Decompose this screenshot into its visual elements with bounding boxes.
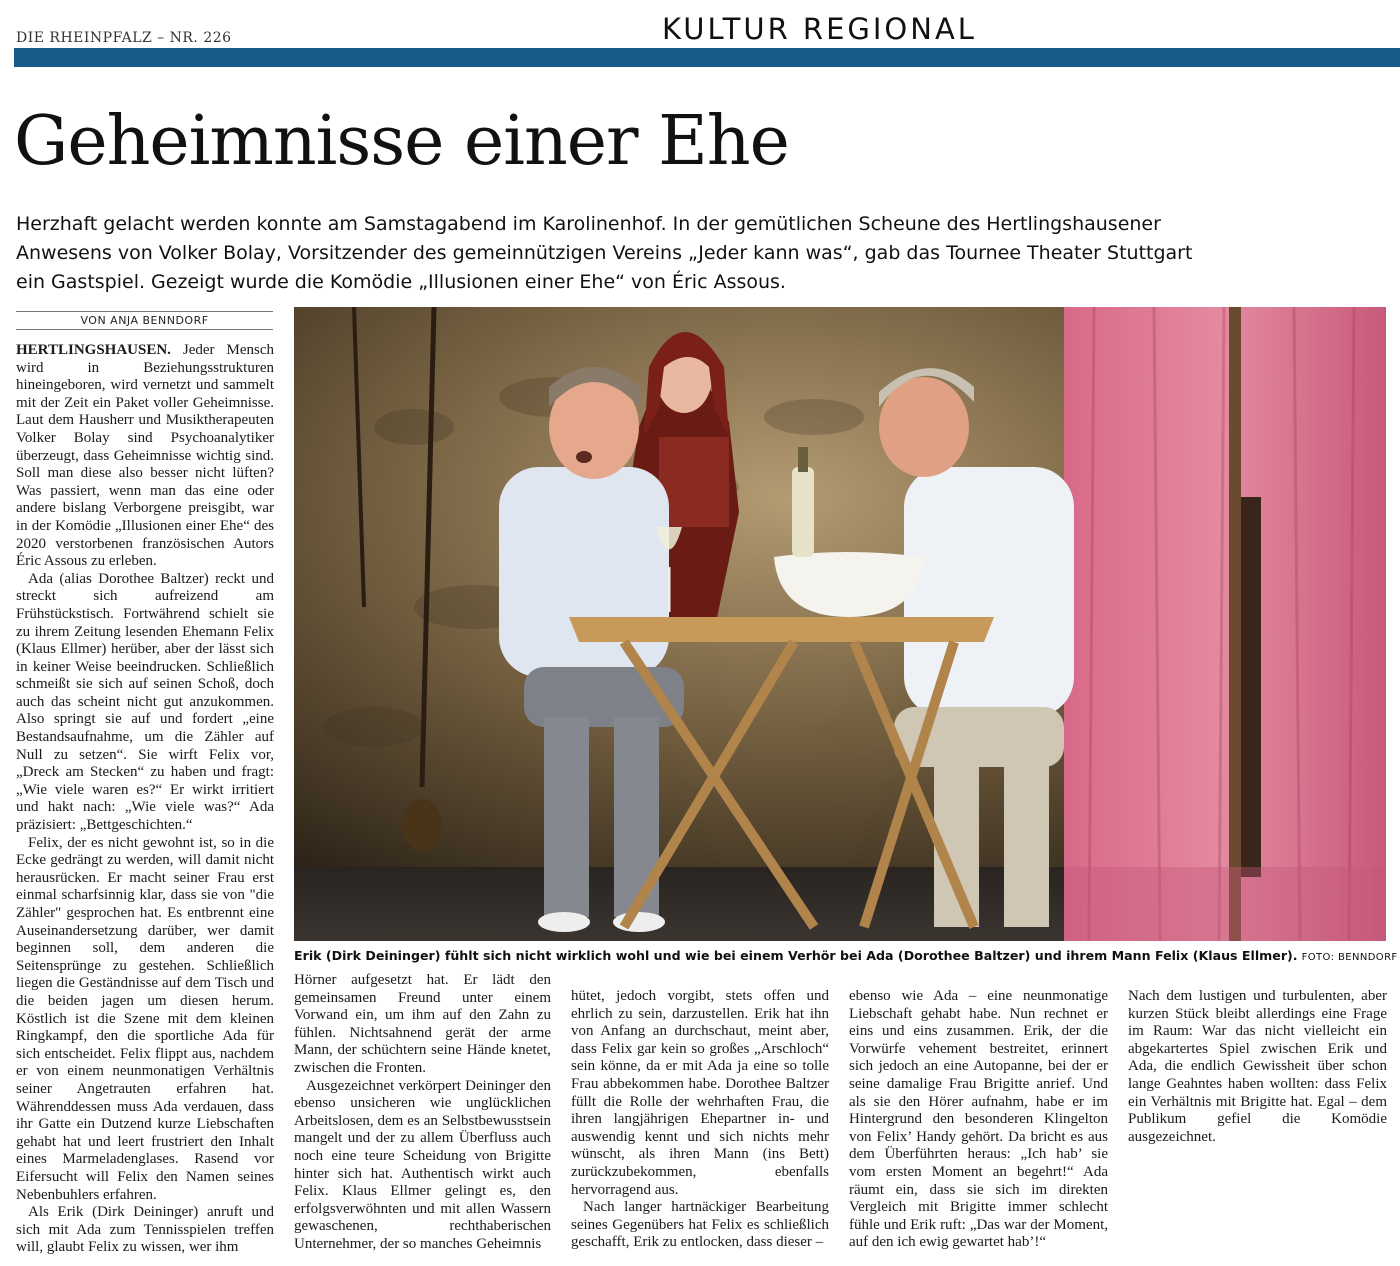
article-headline: Geheimnisse einer Ehe — [14, 102, 789, 181]
article-dateline: HERTLINGSHAUSEN. — [16, 342, 183, 358]
article-paragraph: Ada (alias Dorothee Baltzer) reckt und streckt sich aufreizend am Frühstückstisch. Fortwährend schielt sie zu ihrem Zeitung lesenden Ehemann Felix (Klaus Ellmer) herüber, aber der lässt sich in keiner Weise beeindrucken. Schließlich schmeißt sie sich auf seinen Schoß, doch auch das scheint nicht gut anzukommen. Also springt sie auf und fordert „eine Bestandsaufnahme, um die Zähler auf Null zu setzen“. Sie wirft Felix vor, „Dreck am Stecken“ zu haben und fragt: „Wie viele waren es?“ Er wirkt irritiert und hakt nach: „Wie viele was?“ Ada präzisiert: „Bettgeschichten.“ — [16, 570, 274, 834]
article-paragraph: Nach langer hartnäckiger Bearbeitung seines Gegenübers hat Felix es schließlich geschafft, Erik zu entlocken, dass dieser – — [571, 1199, 829, 1251]
article-column-1 — [16, 342, 274, 1264]
article-column-2 — [294, 972, 551, 1264]
article-paragraph: Als Erik (Dirk Deininger) anruft und sich mit Ada zum Tennisspielen treffen will, glaubt Felix zu wissen, wer ihm — [16, 1204, 274, 1256]
article-paragraph: ebenso wie Ada – eine neunmonatige Liebschaft gehabt habe. Nun rechnet er eins und eins zusammen. Erik, der die Vorwürfe vehement bestreitet, erinnert sich jedoch an eine Autopanne, bei der er seine damalige Frau Brigitte anrief. Und als sie den Hörer aufnahm, habe er im Hintergrund den besonderen Klingelton von Felix’ Handy gehört. Da bricht es aus dem Überführten heraus: „Ich hab’ sie vom ersten Moment an begehrt!“ Ada räumt ein, dass sie sich im direkten Vergleich mit Brigitte immer schlecht fühle und Erik ruft: „Das war der Moment, auf den ich ewig gewartet hab’!“ — [849, 988, 1108, 1251]
article-paragraph: HERTLINGSHAUSEN. Jeder Mensch wird in Beziehungsstrukturen hineingeboren, wird vernetzt und sammelt mit der Zeit ein Paket voller Geheimnisse. Laut dem Hausherr und Musiktherapeuten Volker Bolay sind Psychoanalytiker überzeugt, dass Geheimnisse wichtig sind. Soll man diese also besser nicht lüften? Was passiert, wenn man das eine oder andere bislang Verborgene preisgibt, war in der Komödie „Illusionen einer Ehe“ des 2020 verstorbenen französischen Autors Éric Assous zu erleben. — [16, 342, 274, 570]
article-lead: Herzhaft gelacht werden konnte am Samstagabend im Karolinenhof. In der gemütlichen Scheune des Hertlingshausener Anwesens von Volker Bolay, Vorsitzender des gemeinnützigen Vereins „Jeder kann was“, gab das Tournee Theater Stuttgart ein Gastspiel. Gezeigt wurde die Komödie „Illusionen einer Ehe“ von Éric Assous. — [16, 213, 1193, 293]
article-paragraph: Nach dem lustigen und turbulenten, aber kurzen Stück bleibt allerdings eine Frage im Raum: War das nicht vielleicht ein abgekartertes Spiel zwischen Erik und Ada, die endlich Gewissheit über schon lange Geahntes haben wollten: dass Felix ein Verhältnis mit Brigitte hat. Egal – dem Publikum gefiel die Komödie ausgezeichnet. — [1128, 988, 1387, 1145]
article-paragraph: Felix, der es nicht gewohnt ist, so in die Ecke gedrängt zu werden, will damit nicht herausrücken. Er macht seiner Frau erst einmal scharfsinnig klar, dass sie von "die Zähler" gesprochen hat. Es entbrennt eine Auseinandersetzung darüber, wer damit beginnen soll, dem anderen die Seitensprünge zu gestehen. Schließlich liegen die Geständnisse auf dem Tisch und die beiden jagen um diesen herum. Köstlich ist die Szene mit dem kleinen Ringkampf, den die sportliche Ada für sich entscheidet. Felix flippt aus, nachdem er von einem neunmonatigen Verhältnis seiner Angetrauten erfahren hat. Währenddessen muss Ada verdauen, dass ihr Gatte ein Dutzend kurze Liebschaften gehabt hat und leert frustriert den Inhalt eines Marmeladenglases. Rasend vor Eifersucht will Felix den Namen seines Nebenbuhlers erfahren. — [16, 834, 274, 1203]
photo-caption — [294, 948, 1398, 963]
photo-caption-text: Erik (Dirk Deininger) fühlt sich nicht wirklich wohl und wie bei einem Verhör bei Ada (Dorothee Baltzer) und ihrem Mann Felix (Klaus Ellmer). — [294, 948, 1298, 963]
article-paragraph: hütet, jedoch vorgibt, stets offen und ehrlich zu sein, darzustellen. Erik hat ihn von Anfang an durchschaut, meint aber, dass Felix gar kein so großes „Arschloch“ sein könne, da er mit Ada ja eine so tolle Frau abbekommen habe. Dorothee Baltzer füllt die Rolle der wehrhaften Frau, die ihren langjährigen Ehepartner in- und auswendig kennt und sich nichts mehr wünscht, als ihren Mann (ins Bett) zurückzubekommen, ebenfalls hervorragend aus. — [571, 988, 829, 1198]
stage-scene-illustration — [294, 307, 1386, 941]
article-byline: VON ANJA BENNDORF — [16, 311, 273, 330]
article-column-3 — [571, 988, 829, 1264]
newspaper-issue: DIE RHEINPFALZ – NR. 226 — [16, 30, 232, 46]
article-paragraph: Hörner aufgesetzt hat. Er lädt den gemeinsamen Freund unter einem Vorwand ein, um ihm auf den Zahn zu fühlen. Nichtsahnend gerät der arme Mann, der schüchtern seine Hände knetet, zwischen die Fronten. — [294, 972, 551, 1076]
section-color-bar — [14, 48, 1400, 67]
article-column-4 — [849, 988, 1108, 1264]
article-column-5 — [1128, 988, 1387, 1264]
article-paragraph: Ausgezeichnet verkörpert Deininger den ebenso unsicheren wie unglücklichen Arbeitslosen, dem es an Selbstbewusstsein mangelt und der zu allem Überfluss auch noch eine teure Scheidung von Brigitte hinter sich hat. Authentisch wirkt auch Felix. Klaus Ellmer gelingt es, den erfolgsverwöhnten und mit allen Wassern gewaschenen, rechthaberischen Unternehmer, der so manches Geheimnis — [294, 1077, 551, 1252]
section-title: KULTUR REGIONAL — [662, 12, 977, 46]
photo-credit: FOTO: BENNDORF — [1301, 952, 1398, 963]
article-photo — [294, 307, 1386, 941]
